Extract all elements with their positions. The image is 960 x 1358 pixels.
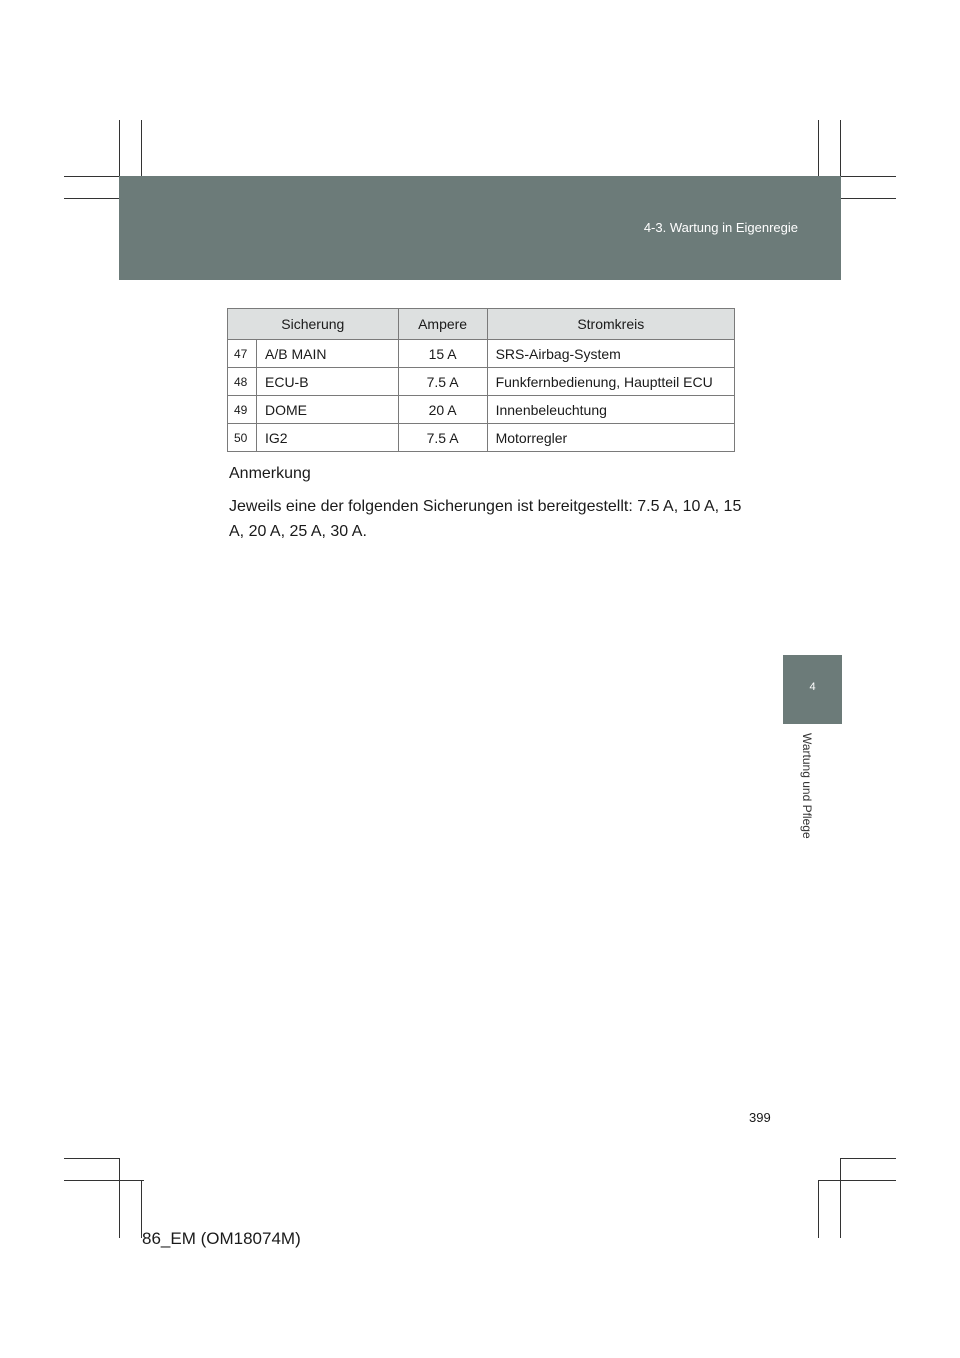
crop-mark: [64, 1180, 144, 1181]
table-row: [228, 424, 735, 452]
fuse-name: A/B MAIN: [257, 340, 399, 368]
fuse-table: [227, 308, 735, 452]
fuse-name: DOME: [257, 396, 399, 424]
crop-mark: [818, 1180, 896, 1181]
crop-mark: [840, 1158, 896, 1159]
fuse-ampere: 20 A: [398, 396, 487, 424]
crop-mark: [64, 198, 120, 199]
page-number: 399: [749, 1110, 771, 1125]
crop-mark: [840, 1158, 841, 1238]
crop-mark: [818, 1180, 819, 1238]
chapter-number: 4: [809, 681, 816, 693]
note-title: Anmerkung: [229, 465, 311, 482]
fuse-number: 49: [228, 396, 257, 424]
fuse-ampere: 7.5 A: [398, 368, 487, 396]
chapter-label: Wartung und Pflege: [800, 733, 814, 839]
fuse-ampere: 7.5 A: [398, 424, 487, 452]
crop-mark: [141, 120, 142, 176]
crop-mark: [818, 120, 819, 176]
column-header-ampere: Ampere: [398, 309, 487, 340]
fuse-number: 50: [228, 424, 257, 452]
crop-mark: [119, 1158, 120, 1238]
table-row: [228, 340, 735, 368]
table-header-row: [228, 309, 735, 340]
crop-mark: [840, 198, 896, 199]
section-title: 4-3. Wartung in Eigenregie: [643, 220, 798, 235]
fuse-circuit: Funkfernbedienung, Hauptteil ECU: [487, 368, 734, 396]
fuse-name: ECU-B: [257, 368, 399, 396]
table-row: [228, 396, 735, 424]
chapter-tab: [783, 655, 842, 724]
fuse-number: 48: [228, 368, 257, 396]
fuse-ampere: 15 A: [398, 340, 487, 368]
document-code: 86_EM (OM18074M): [142, 1229, 301, 1248]
table-row: [228, 368, 735, 396]
column-header-circuit: Stromkreis: [487, 309, 734, 340]
fuse-name: IG2: [257, 424, 399, 452]
fuse-circuit: Motorregler: [487, 424, 734, 452]
column-header-fuse: Sicherung: [228, 309, 399, 340]
fuse-circuit: SRS-Airbag-System: [487, 340, 734, 368]
note-text: Jeweils eine der folgenden Sicherungen ist bereitgestellt: 7.5 A, 10 A, 15 A, 20 A, 25 A, 30 A.: [229, 498, 742, 540]
fuse-number: 47: [228, 340, 257, 368]
crop-mark: [64, 1158, 120, 1159]
fuse-circuit: Innenbeleuchtung: [487, 396, 734, 424]
